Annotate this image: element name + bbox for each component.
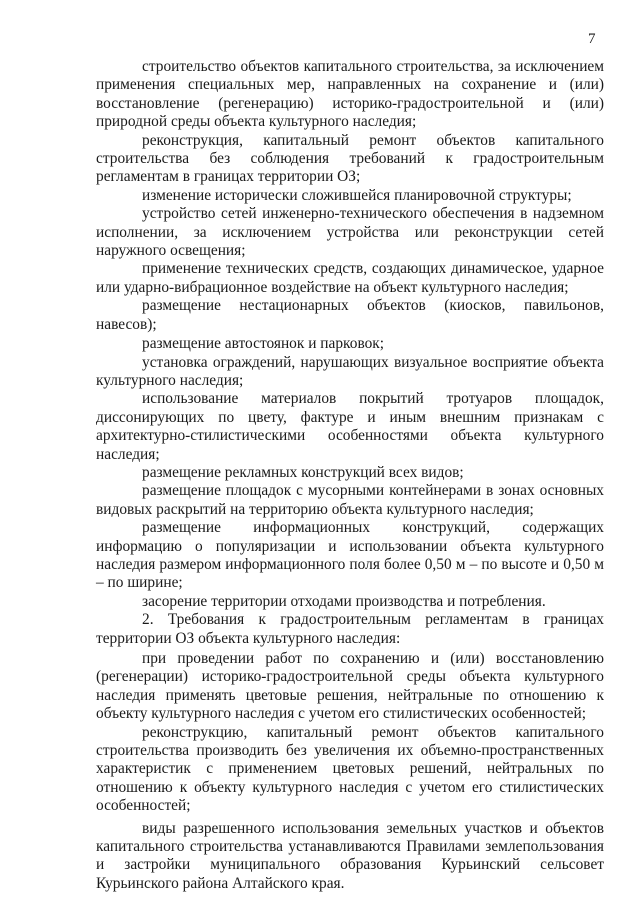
paragraph-requirement-reconstruction: реконструкцию, капитальный ремонт объектов капитального строительства производить без увеличения их объемно-пространственных характеристик с применением цветовых решений, нейтральных по отношению к объекту культурного наследия с учетом его стилистических особенностей; (96, 723, 604, 815)
page-number: 7 (588, 31, 596, 47)
paragraph-restriction-information-signs: размещение информационных конструкций, содержащих информацию о популяризации и использовании объекта культурного наследия размером информационного поля более 0,50 м – по высоте и 0,50 м – по ширине; (96, 519, 604, 592)
paragraph-restriction-vibration: применение технических средств, создающих динамическое, ударное или ударно-вибрационное воздействие на объект культурного наследия; (96, 260, 604, 296)
paragraph-requirement-land-use: виды разрешенного использования земельных участков и объектов капитального строительства устанавливаются Правилами землепользования и застройки муниципального образования Курьинский сельсовет Курьинского района Алтайского края. (96, 819, 604, 892)
paragraph-restriction-engineering-networks: устройство сетей инженерно-технического обеспечения в надземном исполнении, за исключением устройства или реконструкции сетей наружного освещения; (96, 205, 604, 260)
paragraph-requirement-color-solutions: при проведении работ по сохранению и (или) восстановлению (регенерации) историко-градостроительной среды объекта культурного наследия применять цветовые решения, нейтральные по отношению к объекту культурного наследия с учетом его стилистических особенностей; (96, 650, 604, 723)
paragraph-restriction-waste-containers: размещение площадок с мусорными контейнерами в зонах основных видовых раскрытий на территорию объекта культурного наследия; (96, 482, 604, 518)
paragraph-restriction-planning-structure: изменение исторически сложившейся планировочной структуры; (142, 186, 572, 204)
paragraph-restriction-fences: установка ограждений, нарушающих визуальное восприятие объекта культурного наследия; (96, 353, 604, 389)
paragraph-restriction-pavement-materials: использование материалов покрытий тротуаров площадок, диссонирующих по цвету, фактуре и иным внешним признакам с архитектурно-стилистическими особенностями объекта культурного наследия; (96, 390, 604, 463)
paragraph-restriction-parking: размещение автостоянок и парковок; (142, 335, 385, 353)
paragraph-restriction-reconstruction: реконструкция, капитальный ремонт объектов капитального строительства без соблюдения требований к градостроительным регламентам в границах территории ОЗ; (96, 131, 604, 186)
paragraph-restriction-capital-construction: строительство объектов капитального строительства, за исключением применения специальных мер, направленных на сохранение и (или) восстановление (регенерацию) историко-градостроительной и (или) природной среды объекта культурного наследия; (96, 58, 604, 131)
paragraph-restriction-temporary-objects: размещение нестационарных объектов (киосков, павильонов, навесов); (96, 297, 604, 333)
document-body (96, 58, 604, 893)
paragraph-restriction-littering: засорение территории отходами производства и потребления. (142, 592, 546, 610)
paragraph-restriction-advertising: размещение рекламных конструкций всех видов; (142, 463, 464, 481)
section-heading-requirements: 2. Требования к градостроительным регламентам в границах территории ОЗ объекта культурного наследия: (96, 611, 604, 647)
